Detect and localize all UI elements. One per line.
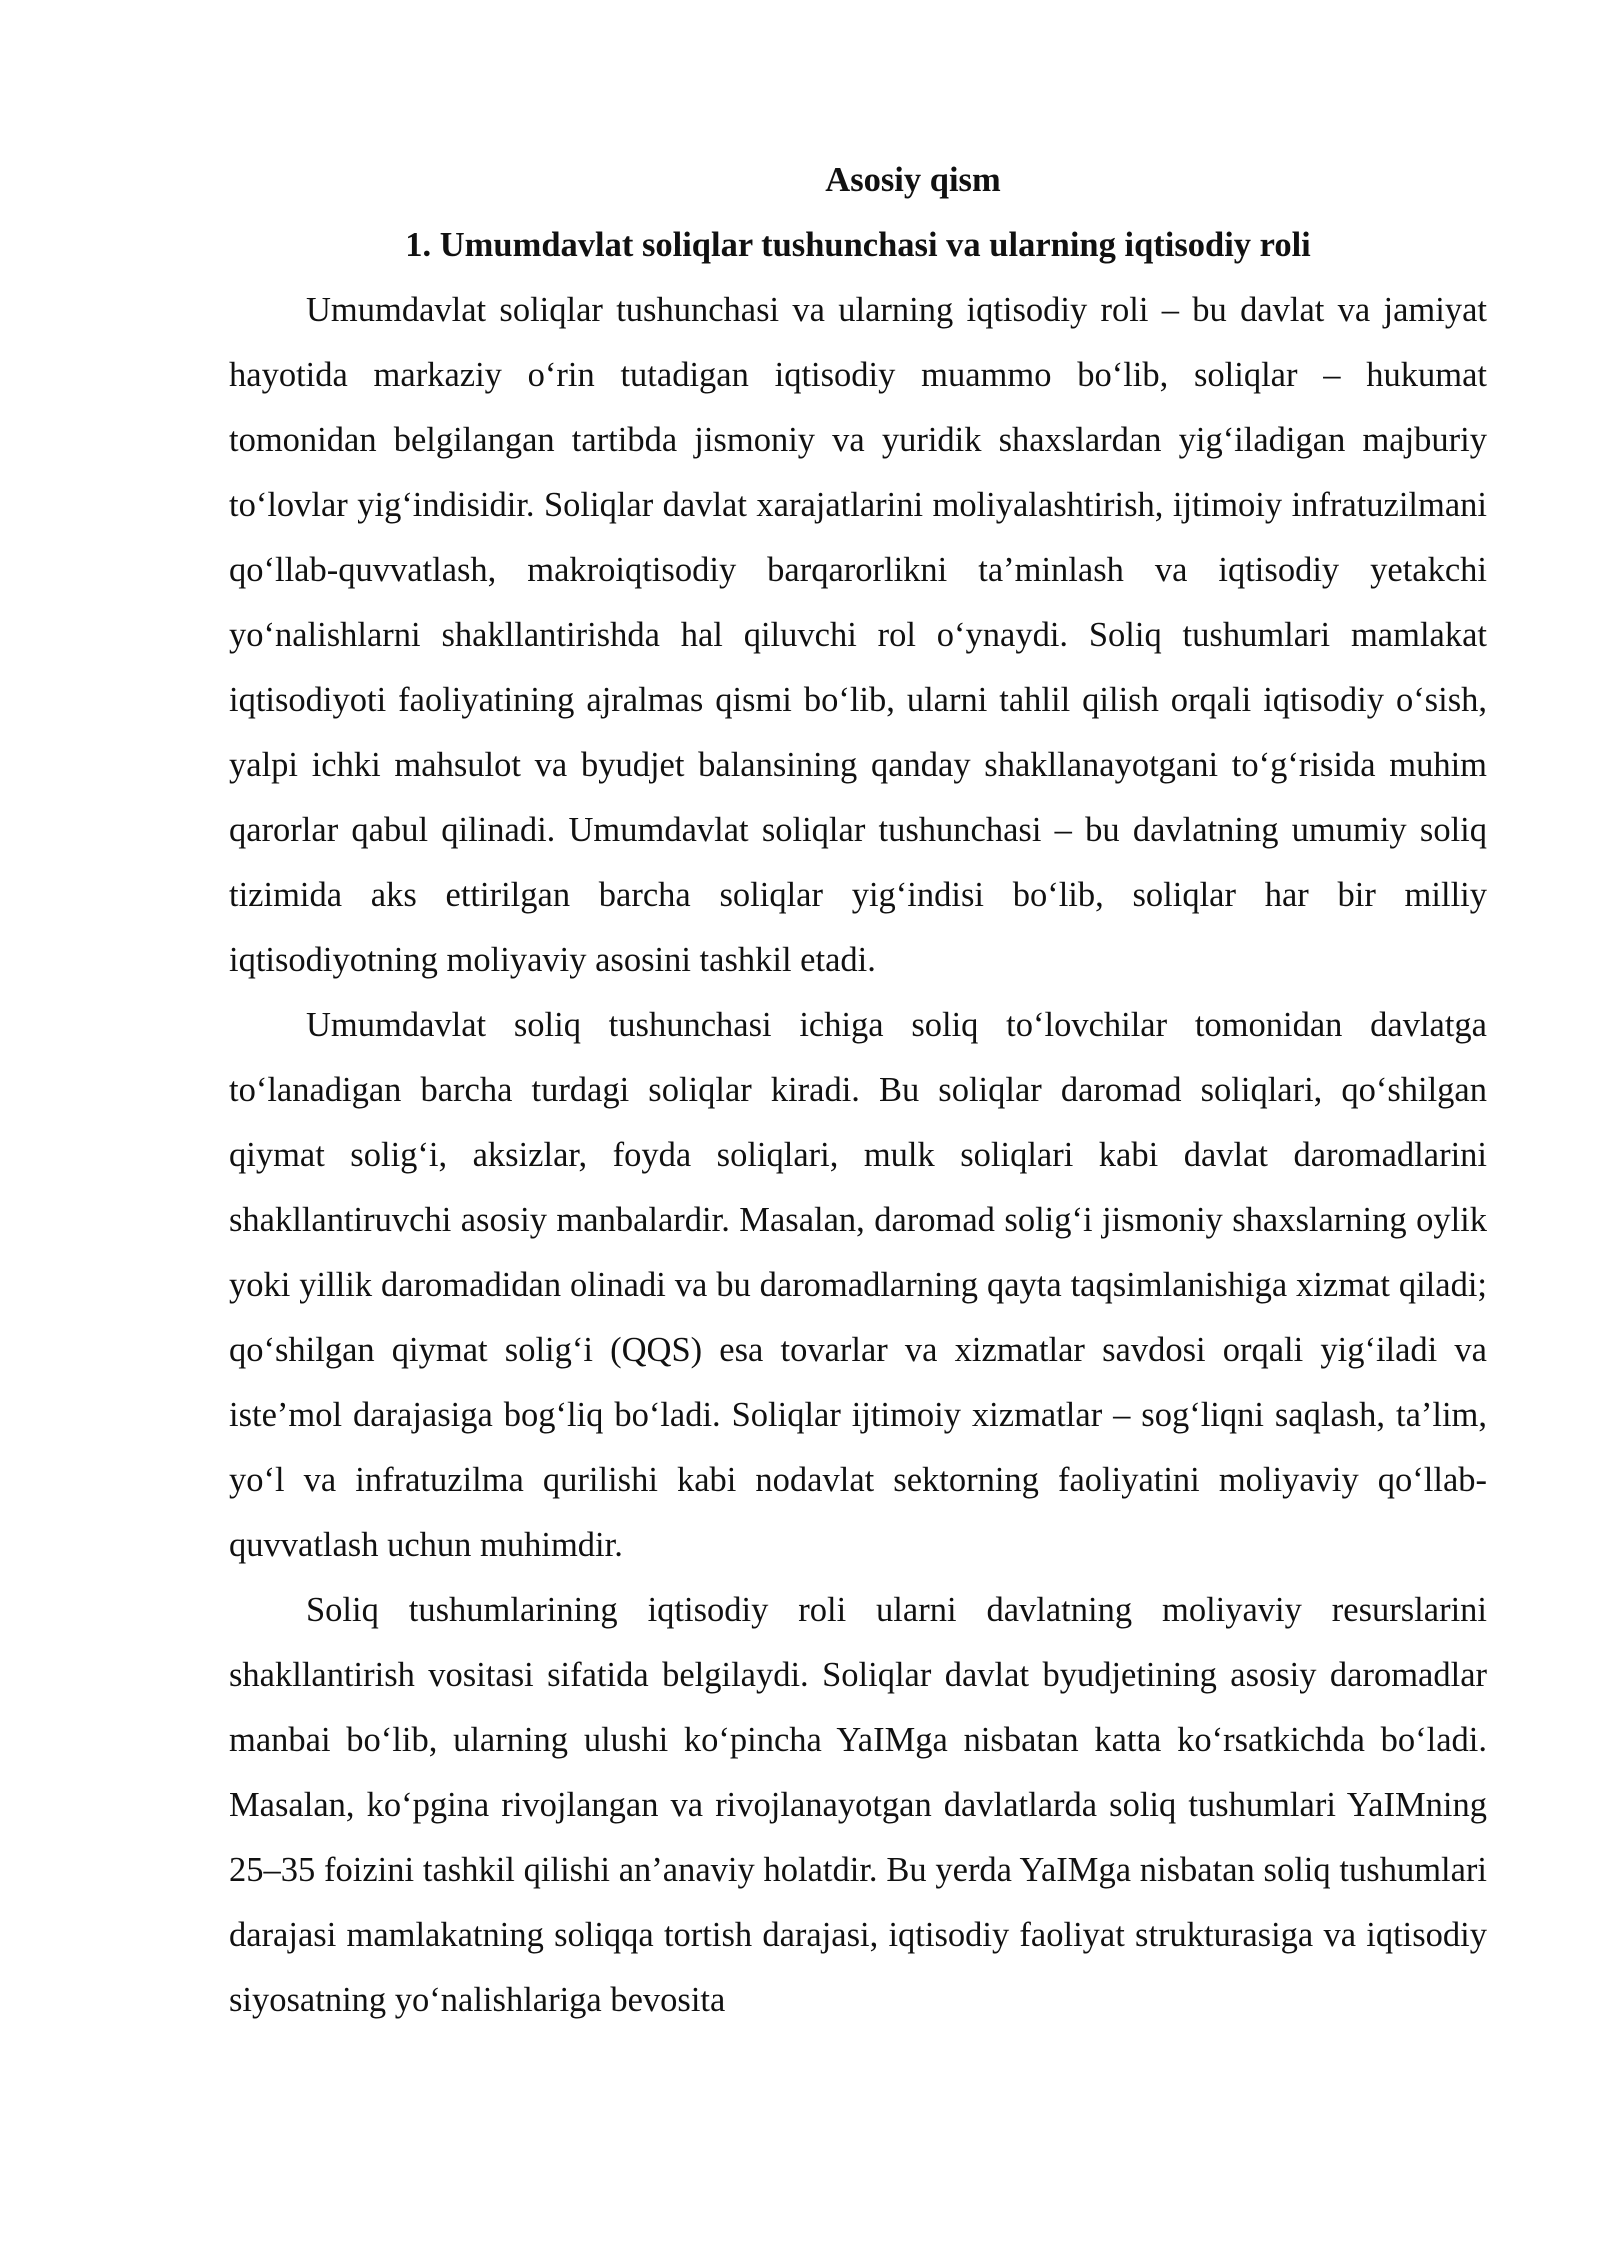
section-title: Asosiy qism	[825, 161, 1001, 199]
paragraph-1: Umumdavlat soliqlar tushunchasi va ularning iqtisodiy roli – bu davlat va jamiyat hayotida markaziy o‘rin tutadigan iqtisodiy muammo bo‘lib, soliqlar – hukumat tomonidan belgilangan tartibda jismoniy va yuridik shaxslardan yig‘iladigan majburiy to‘lovlar yig‘indisidir. Soliqlar davlat xarajatlarini moliyalashtirish, ijtimoiy infratuzilmani qo‘llab-quvvatlash, makroiqtisodiy barqarorlikni ta’minlash va iqtisodiy yetakchi yo‘nalishlarni shakllantirishda hal qiluvchi rol o‘ynaydi. Soliq tushumlari mamlakat iqtisodiyoti faoliyatining ajralmas qismi bo‘lib, ularni tahlil qilish orqali iqtisodiy o‘sish, yalpi ichki mahsulot va byudjet balansining qanday shakllanayotgani to‘g‘risida muhim qarorlar qabul qilinadi. Umumdavlat soliqlar tushunchasi – bu davlatning umumiy soliq tizimida aks ettirilgan barcha soliqlar yig‘indisi bo‘lib, soliqlar har bir milliy iqtisodiyotning moliyaviy asosini tashkil etadi.	[229, 291, 1487, 979]
paragraph-3: Soliq tushumlarining iqtisodiy roli ularni davlatning moliyaviy resurslarini shakllantirish vositasi sifatida belgilaydi. Soliqlar davlat byudjetining asosiy daromadlar manbai bo‘lib, ularning ulushi ko‘pincha YaIMga nisbatan katta ko‘rsatkichda bo‘ladi. Masalan, ko‘pgina rivojlangan va rivojlanayotgan davlatlarda soliq tushumlari YaIMning 25–35 foizini tashkil qilishi an’anaviy holatdir. Bu yerda YaIMga nisbatan soliq tushumlari darajasi mamlakatning soliqqa tortish darajasi, iqtisodiy faoliyat strukturasiga va iqtisodiy siyosatning yo‘nalishlariga bevosita	[229, 1591, 1487, 2019]
subsection-title: 1. Umumdavlat soliqlar tushunchasi va ularning iqtisodiy roli	[405, 226, 1311, 264]
paragraph-2: Umumdavlat soliq tushunchasi ichiga soliq to‘lovchilar tomonidan davlatga to‘lanadigan barcha turdagi soliqlar kiradi. Bu soliqlar daromad soliqlari, qo‘shilgan qiymat solig‘i, aksizlar, foyda soliqlari, mulk soliqlari kabi davlat daromadlarini shakllantiruvchi asosiy manbalardir. Masalan, daromad solig‘i jismoniy shaxslarning oylik yoki yillik daromadidan olinadi va bu daromadlarning qayta taqsimlanishiga xizmat qiladi; qo‘shilgan qiymat solig‘i (QQS) esa tovarlar va xizmatlar savdosi orqali yig‘iladi va iste’mol darajasiga bog‘liq bo‘ladi. Soliqlar ijtimoiy xizmatlar – sog‘liqni saqlash, ta’lim, yo‘l va infratuzilma qurilishi kabi nodavlat sektorning faoliyatini moliyaviy qo‘llab-quvvatlash uchun muhimdir.	[229, 1006, 1487, 1564]
document-body	[229, 148, 1487, 2033]
